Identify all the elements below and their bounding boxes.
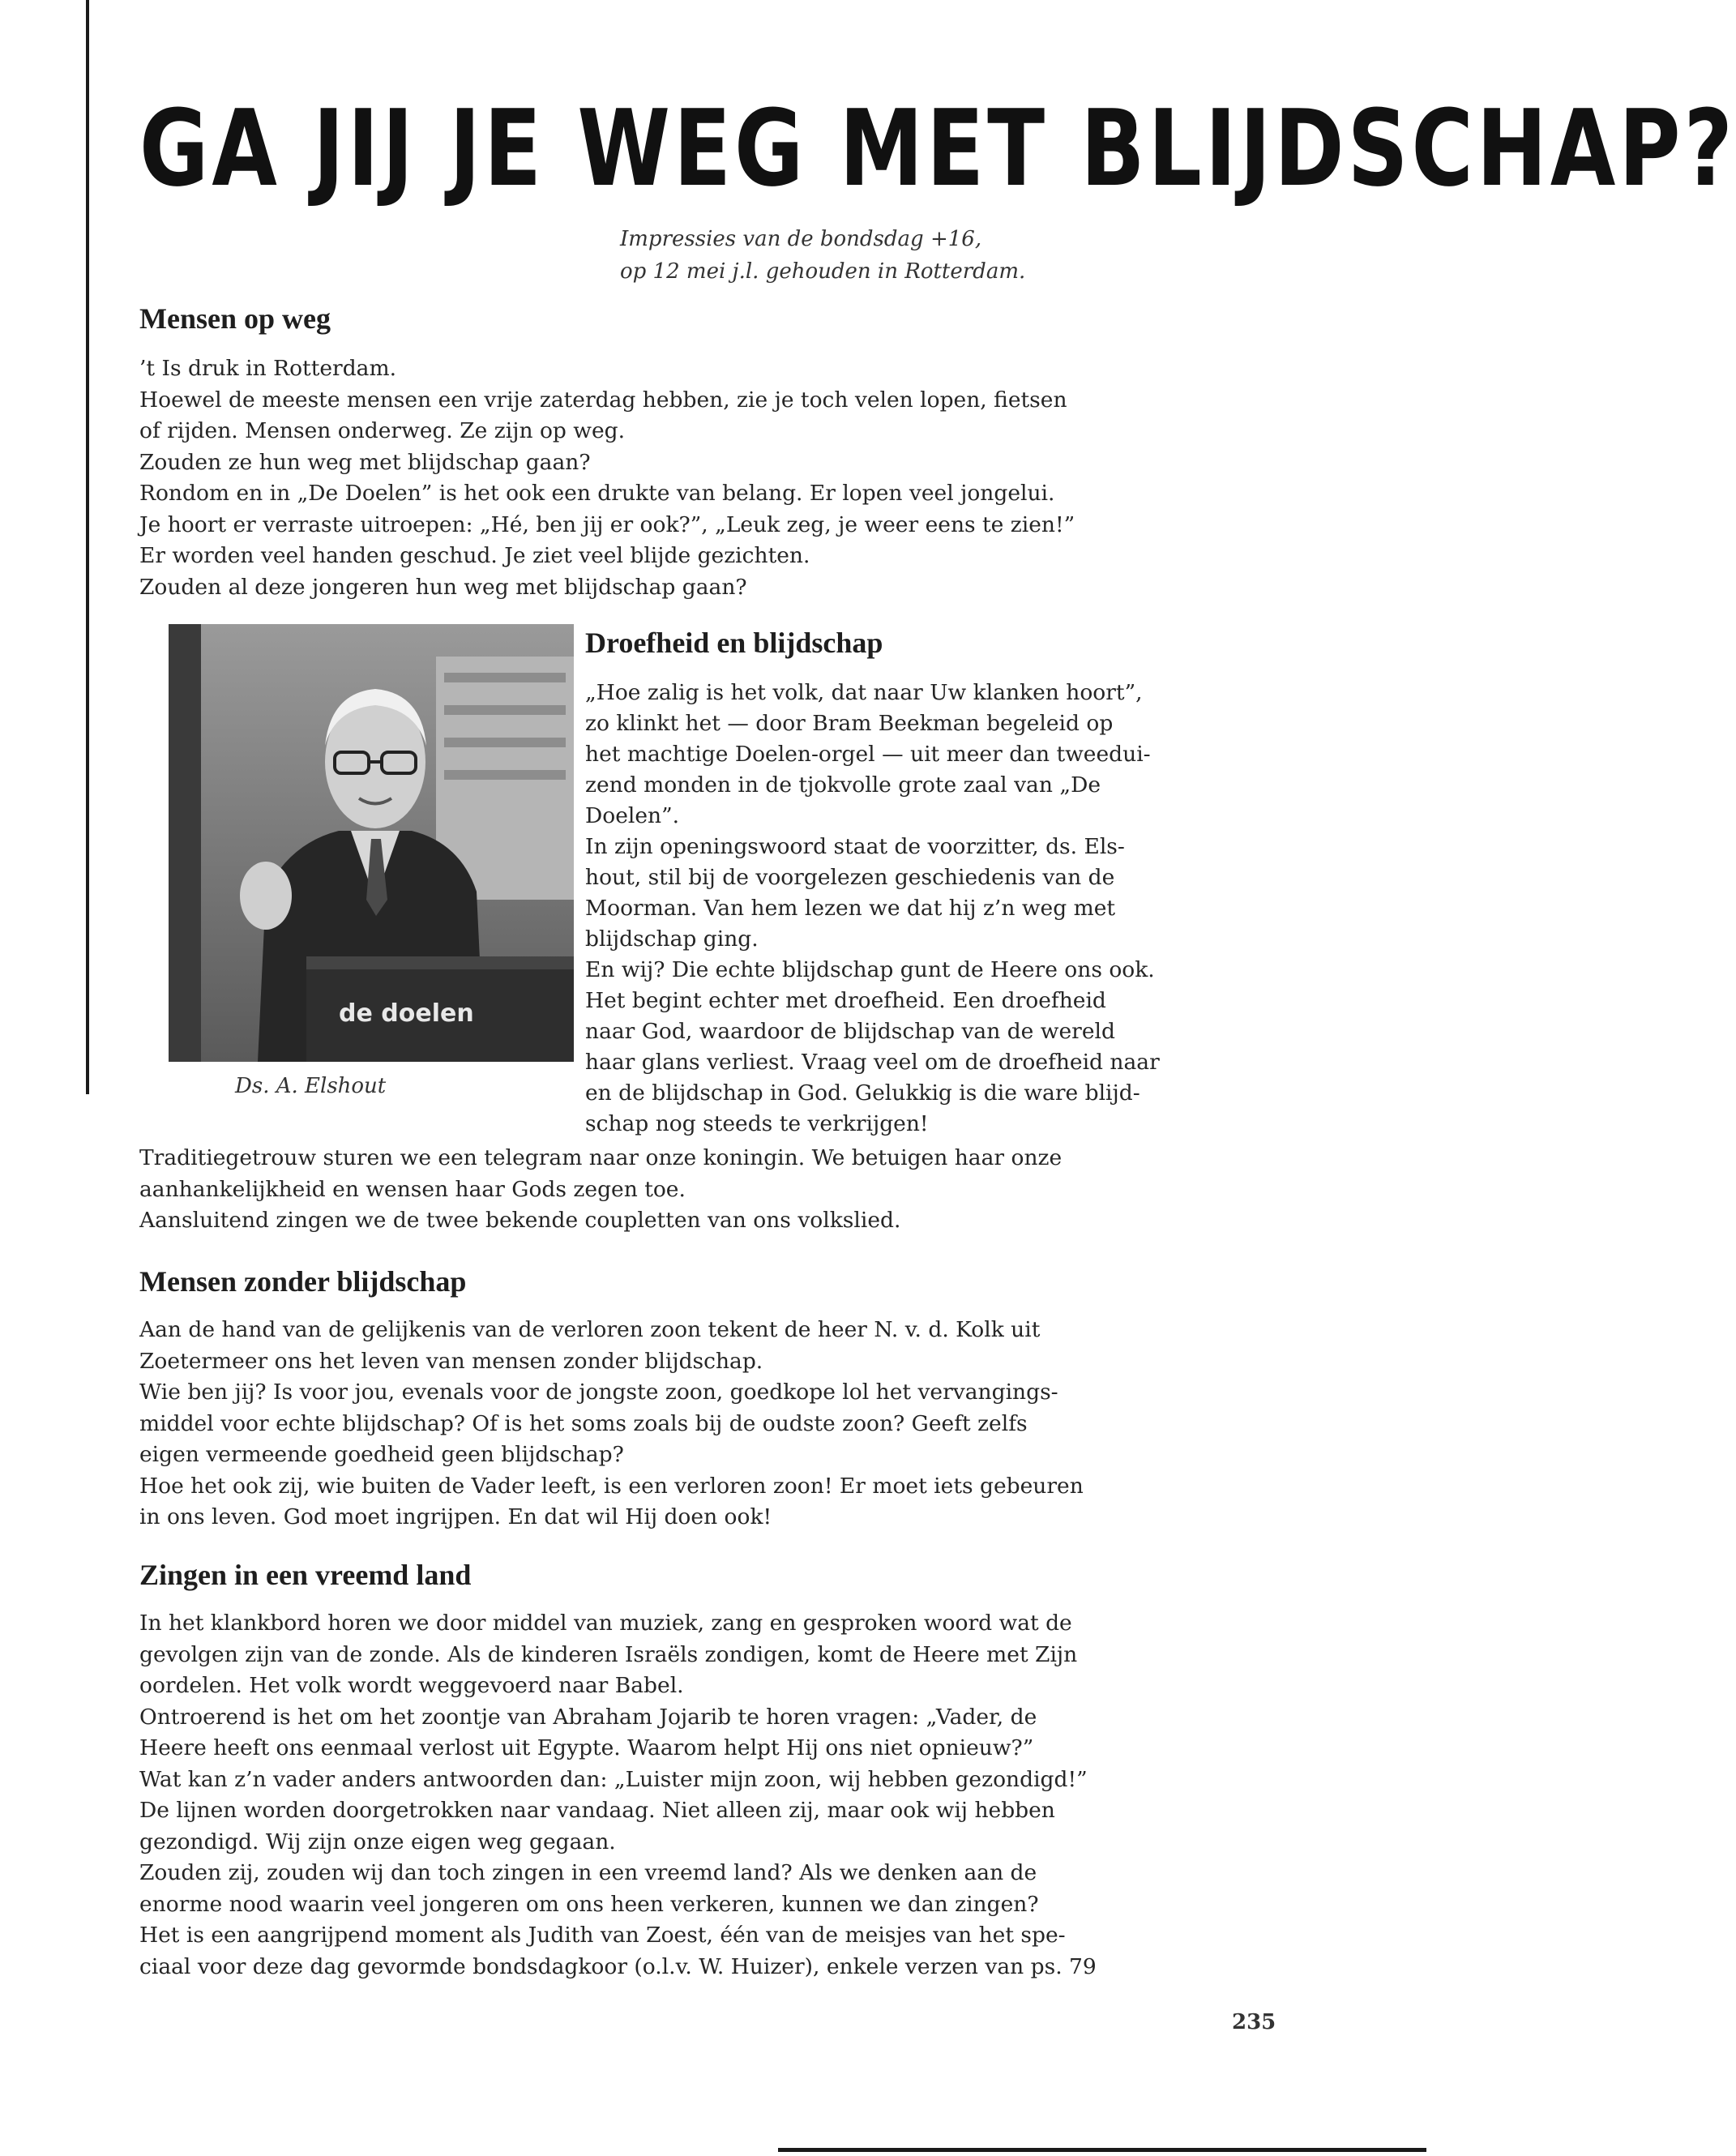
section-body-mensen-zonder-blijdschap bbox=[139, 1315, 1290, 1534]
text-line: gezondigd. Wij zijn onze eigen weg gegaan. bbox=[139, 1829, 616, 1854]
section-body-zingen-in-een-vreemd-land bbox=[139, 1608, 1290, 1983]
section-continuation-droefheid-en-blijdschap bbox=[139, 1143, 1290, 1237]
subtitle-line: Impressies van de bondsdag +16, bbox=[620, 227, 982, 251]
subtitle-line: op 12 mei j.l. gehouden in Rotterdam. bbox=[620, 259, 1026, 284]
left-margin-rule bbox=[86, 0, 89, 1094]
text-line: zo klinkt het — door Bram Beekman begeleid op bbox=[585, 711, 1114, 736]
text-line: of rijden. Mensen onderweg. Ze zijn op weg. bbox=[139, 418, 626, 443]
text-line: In zijn openingswoord staat de voorzitter, ds. Els- bbox=[585, 834, 1125, 859]
text-line: Zoetermeer ons het leven van mensen zonder blijdschap. bbox=[139, 1348, 763, 1374]
text-line: gevolgen zijn van de zonde. Als de kinderen Israëls zondigen, komt de Heere met Zijn bbox=[139, 1641, 1078, 1667]
text-line: Het begint echter met droefheid. Een droefheid bbox=[585, 988, 1106, 1013]
text-line: naar God, waardoor de blijdschap van de wereld bbox=[585, 1019, 1115, 1044]
text-line: schap nog steeds te verkrijgen! bbox=[585, 1111, 929, 1136]
lectern-sign-text: de doelen bbox=[339, 999, 474, 1028]
text-line: Doelen”. bbox=[585, 803, 680, 828]
text-line: Hoe het ook zij, wie buiten de Vader leeft, is een verloren zoon! Er moet iets gebeuren bbox=[139, 1473, 1084, 1499]
text-line: aanhankelijkheid en wensen haar Gods zegen toe. bbox=[139, 1176, 686, 1202]
text-line: Je hoort er verraste uitroepen: „Hé, ben jij er ook?”, „Leuk zeg, je weer eens te zien!” bbox=[139, 511, 1075, 537]
text-line: Aansluitend zingen we de twee bekende coupletten van ons volkslied. bbox=[139, 1208, 901, 1233]
text-line: Ontroerend is het om het zoontje van Abraham Jojarib te horen vragen: „Vader, de bbox=[139, 1704, 1037, 1730]
page-title: GA JIJ JE WEG MET BLIJDSCHAP? bbox=[139, 86, 1736, 211]
text-line: ’t Is druk in Rotterdam. bbox=[139, 356, 397, 381]
text-line: Het is een aangrijpend moment als Judith van Zoest, één van de meisjes van het spe- bbox=[139, 1923, 1066, 1948]
text-line: blijdschap ging. bbox=[585, 926, 759, 952]
text-line: hout, stil bij de voorgelezen geschiedenis van de bbox=[585, 865, 1115, 890]
section-heading-mensen-op-weg: Mensen op weg bbox=[139, 302, 331, 335]
section-heading-zingen-in-een-vreemd-land: Zingen in een vreemd land bbox=[139, 1559, 472, 1591]
text-line: Aan de hand van de gelijkenis van de verloren zoon tekent de heer N. v. d. Kolk uit bbox=[139, 1317, 1041, 1342]
text-line: het machtige Doelen-orgel — uit meer dan tweedui- bbox=[585, 742, 1151, 767]
text-line: en de blijdschap in God. Gelukkig is die ware blijd- bbox=[585, 1080, 1140, 1106]
text-line: enorme nood waarin veel jongeren om ons heen verkeren, kunnen we dan zingen? bbox=[139, 1891, 1039, 1917]
text-line: Wie ben jij? Is voor jou, evenals voor de jongste zoon, goedkope lol het vervangings- bbox=[139, 1380, 1058, 1405]
bottom-rule bbox=[778, 2148, 1426, 2152]
text-line: Zouden ze hun weg met blijdschap gaan? bbox=[139, 449, 591, 475]
text-line: middel voor echte blijdschap? Of is het soms zoals bij de oudste zoon? Geeft zelfs bbox=[139, 1410, 1028, 1436]
text-line: Zouden zij, zouden wij dan toch zingen in een vreemd land? Als we denken aan de bbox=[139, 1860, 1037, 1885]
section-body-mensen-op-weg bbox=[139, 353, 1290, 603]
text-line: in ons leven. God moet ingrijpen. En dat wil Hij doen ook! bbox=[139, 1504, 772, 1529]
text-line: haar glans verliest. Vraag veel om de droefheid naar bbox=[585, 1050, 1160, 1075]
text-line: Heere heeft ons eenmaal verlost uit Egypte. Waarom helpt Hij ons niet opnieuw?” bbox=[139, 1735, 1034, 1760]
text-line: zend monden in de tjokvolle grote zaal van „De bbox=[585, 772, 1101, 798]
section-body-droefheid-en-blijdschap bbox=[585, 678, 1282, 1140]
text-line: Er worden veel handen geschud. Je ziet veel blijde gezichten. bbox=[139, 543, 810, 568]
text-line: In het klankbord horen we door middel van muziek, zang en gesproken woord wat de bbox=[139, 1611, 1072, 1636]
text-line: Zouden al deze jongeren hun weg met blijdschap gaan? bbox=[139, 574, 747, 600]
speaker-photo bbox=[169, 624, 574, 1062]
text-line: eigen vermeende goedheid geen blijdschap? bbox=[139, 1442, 624, 1467]
text-line: Moorman. Van hem lezen we dat hij z’n weg met bbox=[585, 896, 1116, 921]
section-heading-droefheid-en-blijdschap: Droefheid en blijdschap bbox=[585, 627, 883, 659]
text-line: En wij? Die echte blijdschap gunt de Heere ons ook. bbox=[585, 957, 1155, 982]
section-heading-mensen-zonder-blijdschap: Mensen zonder blijdschap bbox=[139, 1265, 467, 1298]
text-line: De lijnen worden doorgetrokken naar vandaag. Niet alleen zij, maar ook wij hebben bbox=[139, 1798, 1055, 1823]
text-line: Wat kan z’n vader anders antwoorden dan: „Luister mijn zoon, wij hebben gezondigd!” bbox=[139, 1766, 1088, 1792]
text-line: Rondom en in „De Doelen” is het ook een drukte van belang. Er lopen veel jongelui. bbox=[139, 481, 1055, 506]
text-line: ciaal voor deze dag gevormde bondsdagkoor (o.l.v. W. Huizer), enkele verzen van ps. 79 bbox=[139, 1953, 1097, 1979]
text-line: oordelen. Het volk wordt weggevoerd naar Babel. bbox=[139, 1673, 684, 1698]
photo-caption: Ds. A. Elshout bbox=[235, 1074, 387, 1098]
subtitle bbox=[620, 223, 1349, 288]
page-number: 235 bbox=[1232, 2010, 1276, 2034]
text-line: Traditiegetrouw sturen we een telegram naar onze koningin. We betuigen haar onze bbox=[139, 1145, 1063, 1170]
text-line: Hoewel de meeste mensen een vrije zaterdag hebben, zie je toch velen lopen, fietsen bbox=[139, 387, 1067, 413]
text-line: „Hoe zalig is het volk, dat naar Uw klanken hoort”, bbox=[585, 680, 1143, 705]
